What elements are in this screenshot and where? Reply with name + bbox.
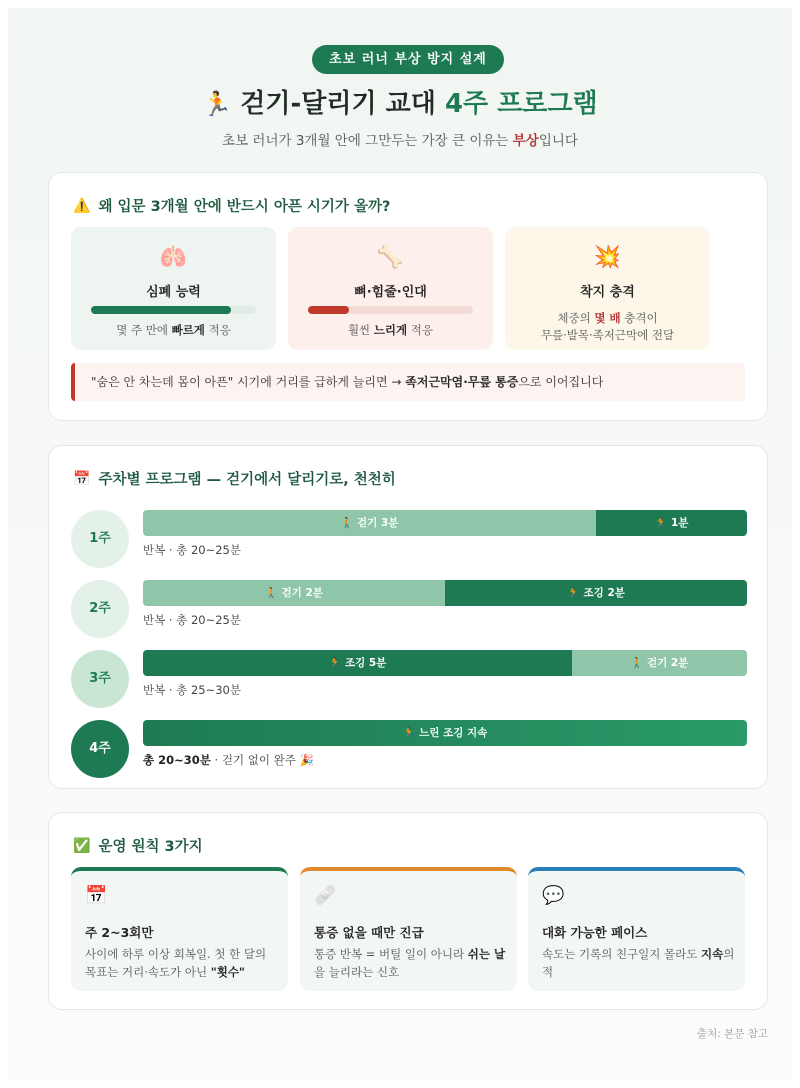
rule-card bbox=[71, 867, 288, 991]
week-bar bbox=[143, 510, 747, 536]
rule-desc-prefix: 통증 반복 = 버틸 일이 아니라 bbox=[314, 947, 468, 961]
rule-desc-bold: "횟수" bbox=[210, 965, 245, 979]
note-bold: 빠르게 bbox=[171, 323, 205, 337]
rule-title: 통증 없을 때만 진급 bbox=[314, 925, 424, 940]
rules-title-text: 운영 원칙 3가지 bbox=[98, 839, 203, 855]
week-note-bold: 총 20~30분 bbox=[143, 753, 211, 767]
why-title-prefix: 왜 입문 bbox=[98, 199, 151, 215]
week-note-text: 반복 · 총 20~25분 bbox=[143, 543, 241, 557]
note-red: 몇 배 bbox=[594, 311, 621, 325]
page-subtitle bbox=[8, 129, 792, 149]
bone-bar-fill bbox=[308, 306, 349, 314]
segment-label: 조깅 5분 bbox=[344, 657, 387, 669]
walking-icon: 🚶 bbox=[630, 658, 643, 669]
why-box-impact bbox=[505, 227, 710, 350]
bone-icon: 🦴 bbox=[376, 245, 405, 270]
week-label: 4주 bbox=[71, 720, 129, 778]
rule-card bbox=[300, 867, 517, 991]
week-note-text: · 걷기 없이 완주 🎉 bbox=[210, 753, 314, 767]
why-box-cardio bbox=[71, 227, 276, 350]
rule-title: 대화 가능한 페이스 bbox=[542, 925, 648, 940]
lungs-icon: 🫁 bbox=[159, 245, 188, 270]
week-label: 3주 bbox=[71, 650, 129, 708]
impact-icon: 💥 bbox=[593, 245, 622, 270]
week-note bbox=[143, 682, 241, 698]
calendar-icon: 📅 bbox=[85, 885, 108, 906]
warning-icon: ⚠️ bbox=[73, 197, 91, 214]
week-row bbox=[71, 510, 747, 570]
rule-desc-prefix: 사이에 하루 이상 회복일. 첫 한 달의 목표는 거리·속도가 아닌 bbox=[85, 947, 267, 979]
source-note: 출처: 본문 참고 bbox=[696, 1028, 768, 1040]
run-segment bbox=[143, 650, 572, 676]
segment-label: 1분 bbox=[671, 517, 689, 529]
cardio-bar-fill bbox=[91, 306, 231, 314]
note-prefix: 체중의 bbox=[557, 311, 595, 325]
quote-suffix: 으로 이어집니다 bbox=[518, 375, 604, 389]
week-bar bbox=[143, 650, 747, 676]
runner-icon: 🏃 bbox=[654, 518, 667, 529]
week-row bbox=[71, 650, 747, 710]
why-box-note bbox=[505, 310, 710, 344]
week-bar bbox=[143, 720, 747, 746]
week-bar bbox=[143, 580, 747, 606]
run-segment bbox=[143, 720, 747, 746]
why-title-suffix: 안에 반드시 아픈 시기가 올까? bbox=[188, 199, 391, 215]
rule-card bbox=[528, 867, 745, 991]
subtitle-prefix: 초보 러너가 3개월 안에 그만두는 가장 큰 이유는 bbox=[222, 133, 513, 149]
infographic-page bbox=[8, 8, 792, 1080]
rule-desc-suffix: 의 적 bbox=[542, 947, 735, 979]
week-note-text: 반복 · 총 25~30분 bbox=[143, 683, 241, 697]
rule-desc-prefix: 속도는 기록의 친구일지 몰라도 bbox=[542, 947, 702, 961]
run-segment bbox=[445, 580, 747, 606]
quote-bold: 족저근막염·무릎 통증 bbox=[405, 375, 519, 389]
week-note bbox=[143, 752, 314, 768]
segment-label: 걷기 2분 bbox=[646, 657, 689, 669]
runner-icon: 🏃 bbox=[202, 90, 233, 118]
note-prefix: 몇 주 만에 bbox=[116, 323, 172, 337]
calendar-icon: 📅 bbox=[73, 470, 91, 487]
why-card bbox=[48, 172, 768, 421]
segment-label: 느린 조깅 지속 bbox=[419, 727, 488, 739]
quote-prefix: "숨은 안 차는데 몸이 아픈" 시기에 거리를 급하게 늘리면 → bbox=[91, 375, 406, 389]
speech-bubble-icon: 💬 bbox=[542, 885, 565, 906]
runner-icon: 🏃 bbox=[567, 588, 580, 599]
run-segment bbox=[596, 510, 747, 536]
week-label: 1주 bbox=[71, 510, 129, 568]
title-accent: 4주 프로그램 bbox=[444, 89, 598, 119]
walk-segment bbox=[143, 510, 596, 536]
week-label: 2주 bbox=[71, 580, 129, 638]
check-icon: ✅ bbox=[73, 837, 91, 854]
note-bold: 느리게 bbox=[373, 323, 408, 337]
week-note-text: 반복 · 총 20~25분 bbox=[143, 613, 241, 627]
warning-quote bbox=[71, 363, 745, 401]
page-title bbox=[8, 86, 792, 122]
rule-description bbox=[314, 945, 509, 981]
segment-label: 걷기 3분 bbox=[357, 517, 399, 529]
header-badge: 초보 러너 부상 방지 설계 bbox=[312, 45, 504, 74]
why-box-title: 착지 충격 bbox=[580, 285, 635, 300]
why-box-note bbox=[288, 322, 493, 339]
walking-icon: 🚶 bbox=[265, 588, 278, 599]
walk-segment bbox=[572, 650, 747, 676]
rule-desc-bold: 지속 bbox=[701, 947, 724, 961]
program-card bbox=[48, 445, 768, 789]
title-prefix: 걷기-달리기 교대 bbox=[240, 89, 445, 119]
bone-bar-track bbox=[308, 306, 473, 314]
rule-title: 주 2~3회만 bbox=[85, 925, 154, 940]
why-title-bold: 3개월 bbox=[150, 199, 189, 215]
program-title-text: 주차별 프로그램 — 걷기에서 달리기로, 천천히 bbox=[98, 472, 396, 488]
bandage-icon: 🩹 bbox=[314, 885, 337, 906]
week-note bbox=[143, 612, 241, 628]
cardio-bar-track bbox=[91, 306, 256, 314]
subtitle-suffix: 입니다 bbox=[538, 133, 578, 149]
segment-label: 조깅 2분 bbox=[583, 587, 625, 599]
week-note bbox=[143, 542, 241, 558]
rules-card-title bbox=[73, 835, 203, 856]
why-box-bone bbox=[288, 227, 493, 350]
rule-desc-bold: 쉬는 날 bbox=[467, 947, 506, 961]
why-box-title: 심폐 능력 bbox=[146, 285, 201, 300]
why-box-note bbox=[71, 322, 276, 339]
runner-icon: 🏃 bbox=[402, 728, 416, 739]
walking-icon: 🚶 bbox=[340, 518, 354, 529]
program-card-title bbox=[73, 468, 396, 489]
segment-label: 걷기 2분 bbox=[281, 587, 323, 599]
why-card-title bbox=[73, 195, 390, 216]
week-row bbox=[71, 580, 747, 640]
impact-note-line1 bbox=[505, 310, 710, 327]
rule-description bbox=[85, 945, 280, 981]
why-box-title: 뼈·힘줄·인대 bbox=[354, 285, 427, 300]
note-suffix: 적응 bbox=[204, 323, 231, 337]
runner-icon: 🏃 bbox=[328, 658, 341, 669]
note-prefix: 훨씬 bbox=[347, 323, 374, 337]
note-suffix: 충격이 bbox=[620, 311, 658, 325]
subtitle-emphasis: 부상 bbox=[512, 133, 539, 149]
walk-segment bbox=[143, 580, 445, 606]
week-row bbox=[71, 720, 747, 780]
rules-card bbox=[48, 812, 768, 1010]
rule-description bbox=[542, 945, 737, 981]
rule-desc-suffix: 을 늘리라는 신호 bbox=[314, 965, 400, 979]
why-title-text bbox=[98, 195, 390, 216]
note-suffix: 적응 bbox=[407, 323, 434, 337]
impact-note-line2: 무릎·발목·족저근막에 전달 bbox=[540, 328, 675, 342]
